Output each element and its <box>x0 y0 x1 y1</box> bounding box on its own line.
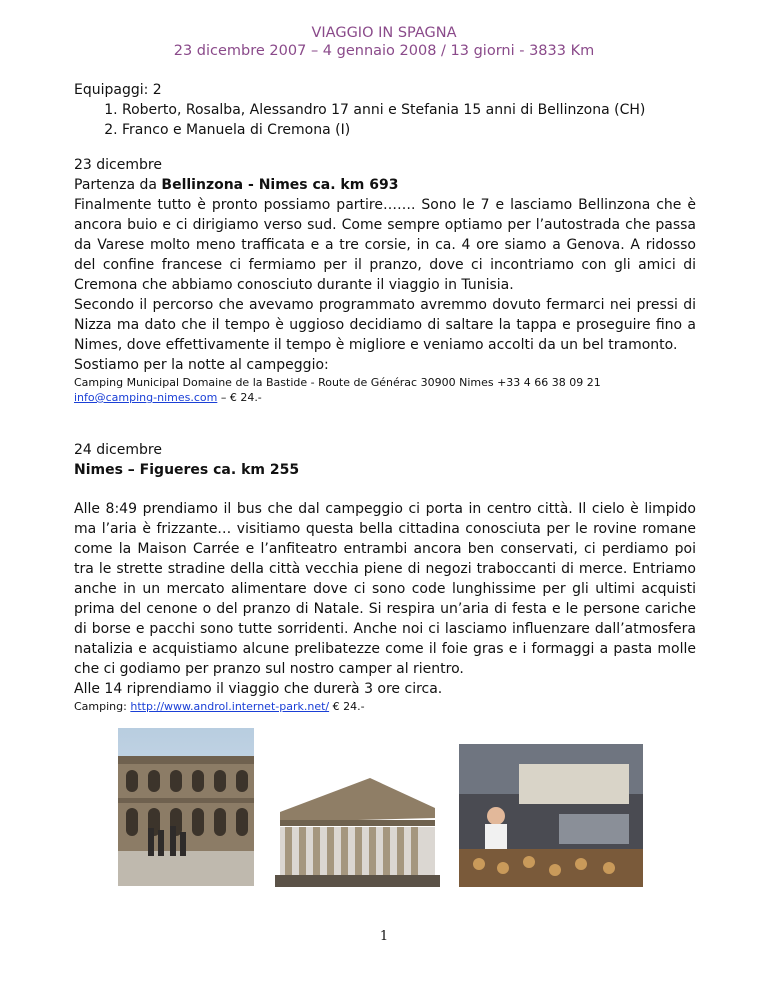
day1-route <box>74 175 696 195</box>
crews-label: Equipaggi: 2 <box>74 82 162 98</box>
day2-body <box>74 499 696 714</box>
crews-section <box>74 80 696 140</box>
page-number: 1 <box>379 929 389 944</box>
day2-paragraph-2: Alle 14 riprendiamo il viaggio che durerà 3 ore circa. <box>74 681 443 697</box>
day1-paragraph-2: Secondo il percorso che avevamo programmato avremmo dovuto fermarci nei pressi di Nizza ma dato che il tempo è uggioso decidiamo di saltare la tappa e proseguire fino a Nimes, dove effettivamente il tempo è migliore e veniamo accolti da un bel tramonto. <box>74 297 696 353</box>
day2-date: 24 dicembre <box>74 442 162 458</box>
camping-email-link[interactable]: info@camping-nimes.com <box>74 391 218 404</box>
photo-maison-carree <box>275 770 440 887</box>
day1-paragraph-1: Finalmente tutto è pronto possiamo partire……. Sono le 7 e lasciamo Bellinzona che è ancora buio e ci dirigiamo verso sud. Come sempre optiamo per l’autostrada che passa da Varese molto meno trafficata e a tre corsie, in ca. 4 ore siamo a Genova. A ridosso del confine francese ci fermiamo per il pranzo, dove ci incontriamo con gli amici di Cremona che abbiamo conosciuto durante il viaggio in Tunisia. <box>74 197 696 293</box>
day2-route <box>74 460 696 480</box>
day1-route-prefix: Partenza da <box>74 177 162 193</box>
day1-route-bold: Bellinzona - Nimes ca. km 693 <box>161 177 399 193</box>
day1-paragraph-3: Sostiamo per la notte al campeggio: <box>74 357 329 373</box>
day2-camping-label: Camping: <box>74 700 131 713</box>
crew-item: 2. Franco e Manuela di Cremona (I) <box>122 120 696 140</box>
day1-camping-price: – € 24.- <box>217 391 262 404</box>
day2-camping <box>74 699 696 714</box>
day1-section <box>74 155 696 405</box>
day2-paragraph-1: Alle 8:49 prendiamo il bus che dal campeggio ci porta in centro città. Il cielo è limpido ma l’aria è frizzante… visitiamo questa bella cittadina conosciuta per le rovine romane come la Maison Carrée e l’anfiteatro entrambi ancora ben conservati, ci perdiamo poi tra le strette stradine della città vecchia piene di negozi traboccanti di merce. Entriamo anche in un mercato alimentare dove ci sono code lunghissime per gli ultimi acquisti prima del cenone o del pranzo di Natale. Si respira un’aria di festa e le persone cariche di borse e pacchi sono tutte sorridenti. Anche noi ci lasciamo influenzare dall’atmosfera natalizia e acquistiamo alcune prelibatezze come il foie gras e i formaggi a pasta molle che ci godiamo per pranzo sul nostro camper al rientro. <box>74 501 696 677</box>
day1-camping-line: Camping Municipal Domaine de la Bastide - Route de Générac 30900 Nimes +33 4 66 38 09 21 <box>74 376 601 389</box>
photo-food-market <box>459 744 643 887</box>
photo-nimes-arena <box>118 728 254 886</box>
day1-camping-contact <box>74 390 696 405</box>
camping-url-link[interactable]: http://www.androl.internet-park.net/ <box>130 700 330 713</box>
document-subtitle: 23 dicembre 2007 – 4 gennaio 2008 / 13 giorni - 3833 Km <box>173 43 595 59</box>
day2-section <box>74 440 696 480</box>
day2-route-bold: Nimes – Figueres ca. km 255 <box>74 462 300 478</box>
crew-item: 1. Roberto, Rosalba, Alessandro 17 anni e Stefania 15 anni di Bellinzona (CH) <box>122 100 696 120</box>
day1-date: 23 dicembre <box>74 157 162 173</box>
document-title: VIAGGIO IN SPAGNA <box>311 25 457 41</box>
day2-camping-price: € 24.- <box>329 700 365 713</box>
crews-list <box>74 100 696 140</box>
